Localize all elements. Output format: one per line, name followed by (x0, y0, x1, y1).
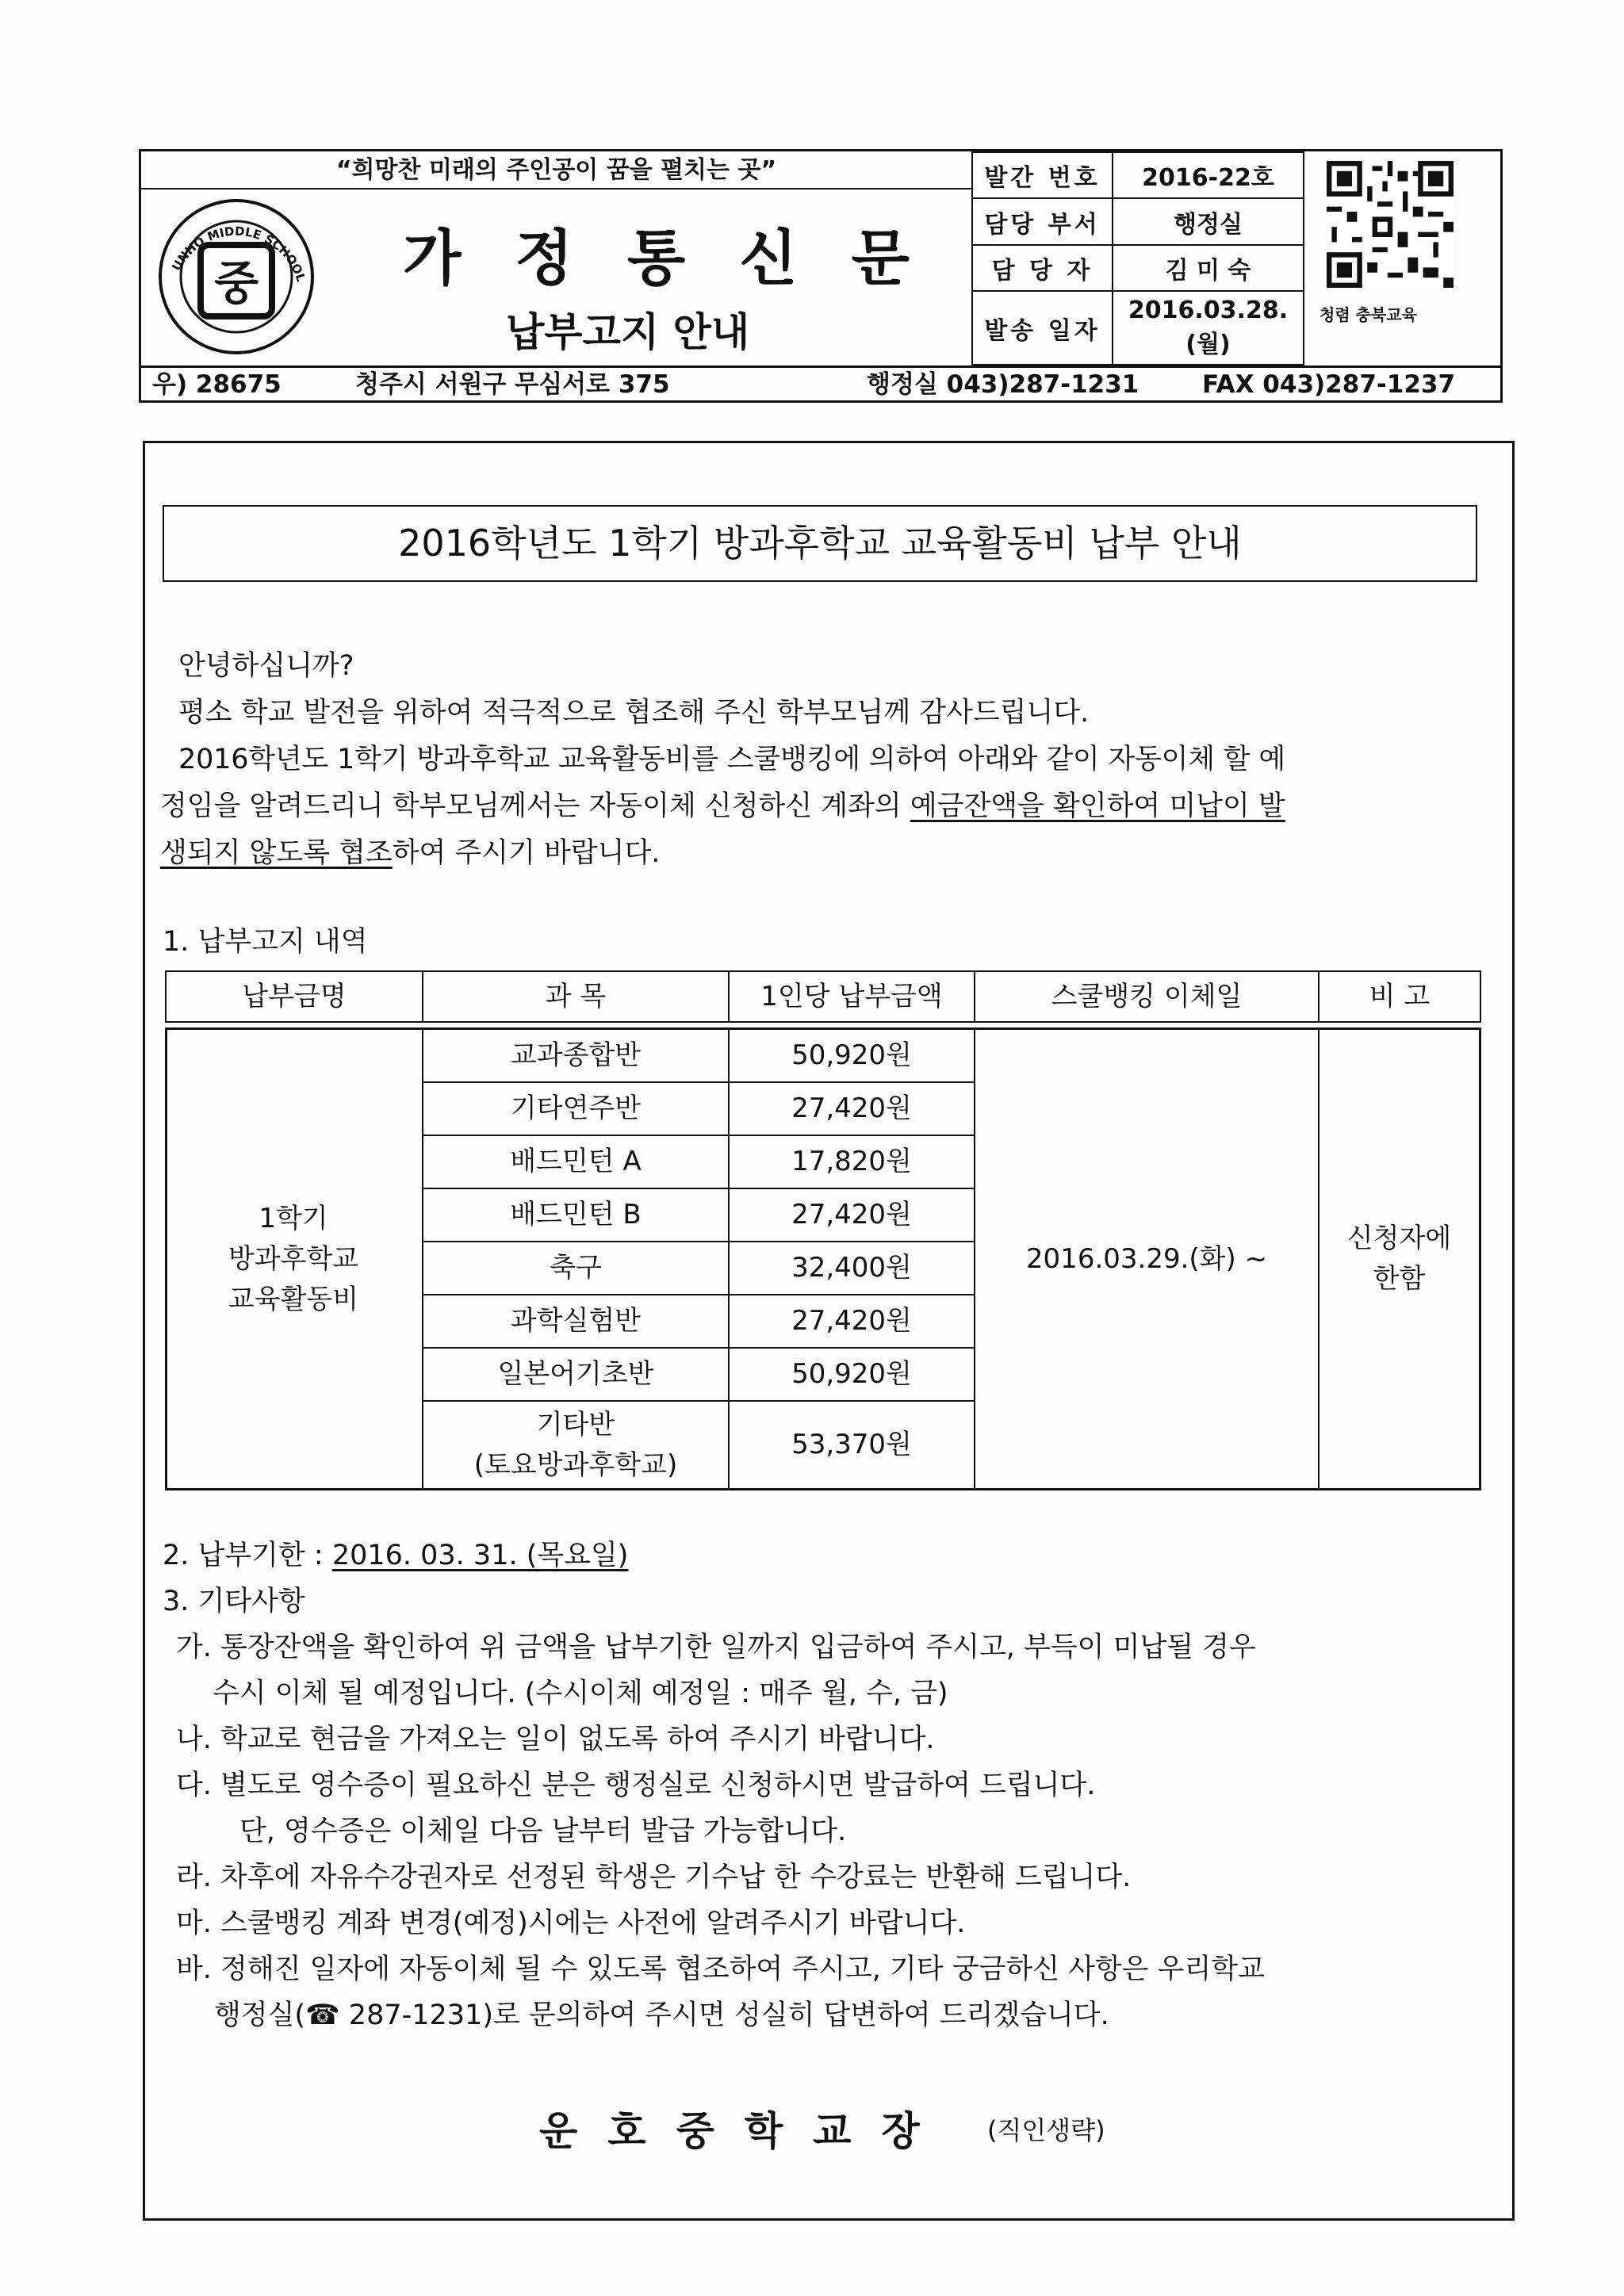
document-title: 2016학년도 1학기 방과후학교 교육활동비 납부 안내 (163, 505, 1477, 582)
table-header-cell: 과 목 (422, 970, 730, 1023)
newsletter-header (139, 149, 1503, 403)
amount-cell: 53,370원 (791, 1429, 912, 1460)
notice-item-cont: 행정실(☎ 287-1231)로 문의하여 주시면 성실히 답변하여 드리겠습니다. (214, 1999, 1109, 2031)
emphasis-underline: 생되지 않도록 협조 (160, 837, 393, 869)
amount-cell: 17,820원 (791, 1146, 912, 1177)
subject-line: (토요방과후학교) (473, 1448, 678, 1481)
section-2-heading: 2. 납부기한 : (163, 1540, 332, 1571)
amount-cell: 27,420원 (791, 1093, 912, 1124)
info-value: 2016.03.28.(월) (1113, 291, 1304, 365)
info-value: 김 미 숙 (1113, 245, 1304, 291)
info-label: 발간 번호 (972, 152, 1113, 198)
subject-cell (423, 1402, 728, 1488)
amount-cell: 27,420원 (791, 1305, 912, 1337)
contact-bar (141, 365, 1500, 400)
newsletter-title: 가정통신문 (403, 223, 964, 293)
notice-item: 가. 통장잔액을 확인하여 위 금액을 납부기한 일까지 입금하여 주시고, 부득이 미납될 경우 (176, 1632, 1256, 1663)
postal-code: 우) 28675 (152, 370, 282, 399)
subject-cell: 과학실험반 (510, 1305, 642, 1337)
fee-table (165, 970, 1481, 1490)
seal-omitted-note: (직인생략) (987, 2115, 1105, 2145)
notice-item: 다. 별도로 영수증이 필요하신 분은 행정실로 신청하시면 발급하여 드립니다. (176, 1770, 1096, 1801)
info-label: 담당 부서 (972, 198, 1113, 244)
note-line: 한함 (1373, 1263, 1426, 1295)
emblem-ring-text: UNHO MIDDLE SCHOOL (169, 224, 308, 284)
table-header-cell: 1인당 납부금액 (728, 970, 975, 1023)
paragraph-2-line-1: 2016학년도 1학기 방과후학교 교육활동비를 스쿨뱅킹에 의하여 아래와 같이 자동이체 할 예 (178, 744, 1285, 775)
table-header-cell: 납부금명 (165, 970, 423, 1023)
notice-item-cont: 수시 이체 될 예정입니다. (수시이체 예정일 : 매주 월, 수, 금) (213, 1678, 948, 1709)
paragraph-1: 평소 학교 발전을 위하여 적극적으로 협조해 주신 학부모님께 감사드립니다. (178, 697, 1090, 729)
amount-cell: 27,420원 (791, 1199, 912, 1230)
info-row (972, 291, 1304, 365)
paragraph-2-line-3 (160, 831, 660, 871)
paragraph-2-text: 정임을 알려드리니 학부모님께서는 자동이체 신청하신 계좌의 (160, 790, 910, 822)
subject-cell: 기타연주반 (510, 1093, 642, 1124)
info-row (972, 198, 1304, 244)
section-2-line (163, 1533, 628, 1573)
subject-cell: 배드민턴 B (510, 1199, 642, 1230)
street-address: 청주시 서원구 무심서로 375 (355, 370, 670, 399)
section-1-heading: 1. 납부고지 내역 (163, 926, 368, 958)
paragraph-2-text: 하여 주시기 바랍니다. (392, 837, 661, 869)
payment-deadline: 2016. 03. 31. (목요일) (331, 1540, 629, 1571)
info-label: 담 당 자 (972, 245, 1113, 291)
info-value: 2016-22호 (1113, 152, 1304, 198)
notice-item-cont: 단, 영수증은 이체일 다음 날부터 발급 가능합니다. (239, 1816, 847, 1847)
school-slogan: “희망찬 미래의 주인공이 꿈을 펼치는 곳” (141, 151, 971, 189)
subject-cell: 배드민턴 A (510, 1146, 642, 1177)
paragraph-2-line-2 (160, 784, 1285, 824)
newsletter-subtitle: 납부고지 안내 (506, 309, 750, 355)
section-3-heading: 3. 기타사항 (163, 1586, 305, 1617)
school-emblem (157, 197, 316, 356)
amount-cell: 50,920원 (791, 1039, 912, 1071)
fee-name-line: 1학기 (259, 1202, 328, 1234)
transfer-date-cell: 2016.03.29.(화) ~ (1025, 1242, 1268, 1275)
subject-cell: 일본어기초반 (497, 1358, 654, 1390)
fee-name-cell (165, 1030, 422, 1488)
notice-item: 마. 스쿨뱅킹 계좌 변경(예정)시에는 사전에 알려주시기 바랍니다. (176, 1908, 966, 1939)
amount-cell: 32,400원 (791, 1252, 912, 1284)
notice-item: 바. 정해진 일자에 자동이체 될 수 있도록 협조하여 주시고, 기타 궁금하신 사항은 우리학교 (176, 1954, 1265, 1985)
info-row (972, 152, 1304, 198)
notice-item: 라. 차후에 자유수강권자로 선정된 학생은 기수납 한 수강료는 반환해 드립니다. (176, 1862, 1132, 1893)
amount-cell: 50,920원 (791, 1358, 912, 1390)
note-cell (1320, 1030, 1479, 1488)
note-line: 신청자에 (1346, 1223, 1452, 1254)
subject-cell: 축구 (550, 1252, 602, 1284)
qr-area (1307, 151, 1500, 365)
issue-info-table (971, 151, 1304, 365)
notice-item: 나. 학교로 현금을 가져오는 일이 없도록 하여 주시기 바랍니다. (176, 1724, 935, 1755)
qr-caption: 청렴 충북교육 (1320, 305, 1417, 324)
table-header-cell: 스쿨뱅킹 이체일 (974, 970, 1320, 1023)
info-value: 행정실 (1113, 198, 1304, 244)
table-header-cell: 비 고 (1318, 970, 1481, 1023)
qr-code-icon[interactable] (1327, 161, 1454, 288)
greeting: 안녕하십니까? (178, 650, 354, 682)
table-rule (165, 1488, 1481, 1490)
emphasis-underline: 예금잔액을 확인하여 미납이 발 (910, 790, 1285, 822)
subject-line: 기타반 (536, 1408, 615, 1441)
office-phone: 행정실 043)287-1231 (867, 370, 1139, 399)
info-row (972, 245, 1304, 291)
principal-signature: 운호중학교장 (539, 2107, 950, 2154)
subject-cell: 교과종합반 (510, 1039, 642, 1071)
fee-name-line: 교육활동비 (228, 1283, 359, 1315)
header-main (141, 189, 971, 365)
fee-name-line: 방과후학교 (228, 1242, 359, 1275)
info-label: 발송 일자 (972, 291, 1113, 365)
fax-number: FAX 043)287-1237 (1202, 370, 1456, 399)
table-rule (1479, 1027, 1481, 1490)
emblem-center-text: 중 (213, 256, 259, 310)
